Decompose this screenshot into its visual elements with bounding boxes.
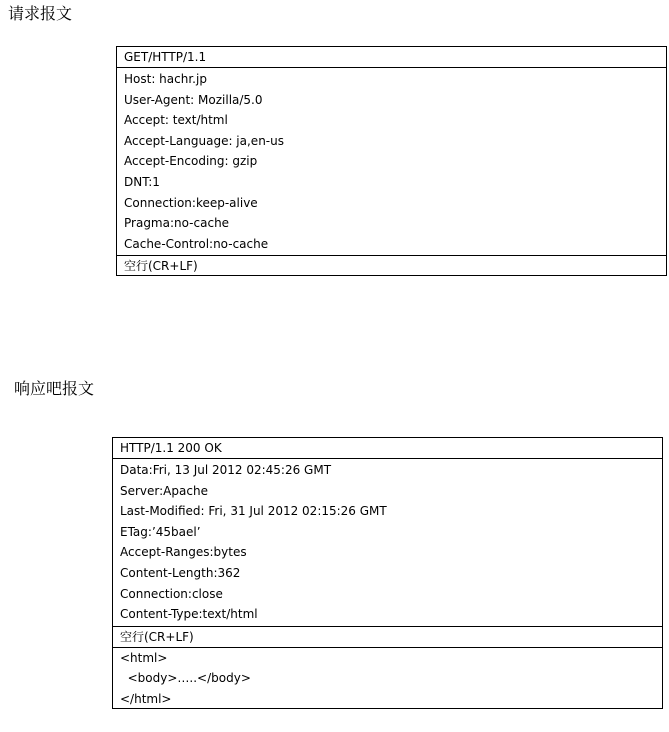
response-header-line: Content-Length:362 (120, 565, 241, 580)
request-blank-line: 空行(CR+LF) (124, 259, 198, 274)
response-header-line: Data:Fri, 13 Jul 2012 02:45:26 GMT (120, 463, 332, 477)
request-header-line: Host: hachr.jp (124, 72, 207, 86)
request-header-line: DNT:1 (124, 174, 160, 189)
request-header-line: Connection:keep-alive (124, 195, 258, 210)
request-blank-line-section (117, 256, 666, 276)
response-header-line: Accept-Ranges:bytes (120, 545, 247, 560)
response-message-box (112, 437, 663, 709)
request-header-line: Cache-Control:no-cache (124, 236, 269, 251)
response-headers-section (113, 459, 662, 627)
response-header-line: Content-Type:text/html (120, 607, 258, 622)
request-start-line-section (117, 47, 666, 68)
request-header-line: User-Agent: Mozilla/5.0 (124, 92, 263, 107)
response-status-line-section (113, 438, 662, 459)
request-header-line: Accept-Language: ja,en-us (124, 133, 284, 148)
response-header-line: Server:Apache (120, 483, 208, 498)
request-start-line: GET/HTTP/1.1 (124, 50, 207, 64)
response-body-line: <body>…..</body> (120, 671, 251, 686)
response-blank-line: 空行(CR+LF) (120, 629, 194, 644)
response-body-line: <html> (120, 650, 168, 665)
response-blank-line-section (113, 627, 662, 648)
request-header-line: Accept-Encoding: gzip (124, 154, 258, 169)
response-message-heading: 响应吧报文 (14, 379, 95, 398)
response-body-section (113, 648, 662, 710)
response-header-line: Last-Modified: Fri, 31 Jul 2012 02:15:26 GMT (120, 504, 387, 519)
request-header-line: Accept: text/html (124, 113, 228, 128)
request-message-heading: 请求报文 (8, 4, 73, 23)
request-header-line: Pragma:no-cache (124, 216, 230, 231)
response-body-line: </html> (120, 691, 172, 706)
response-header-line: ETag:’45bael’ (120, 524, 201, 539)
response-status-line: HTTP/1.1 200 OK (120, 441, 222, 455)
request-message-box (116, 46, 667, 276)
request-headers-section (117, 68, 666, 256)
response-header-line: Connection:close (120, 586, 223, 601)
